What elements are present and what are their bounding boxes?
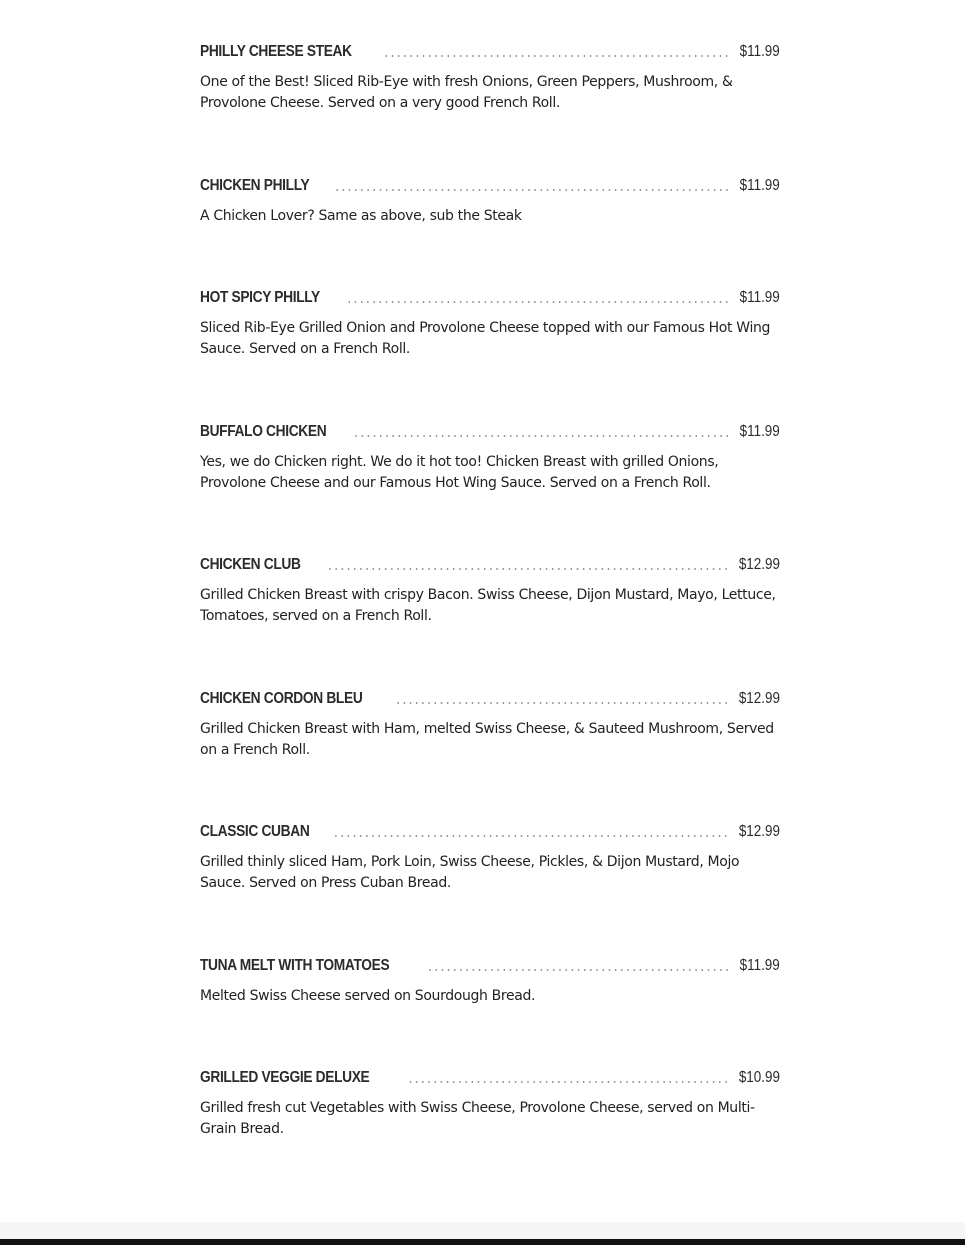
menu-item-header <box>200 549 780 575</box>
dot-leader <box>355 435 730 437</box>
menu-item-name: HOT SPICY PHILLY <box>200 289 320 306</box>
menu-item-description: A Chicken Lover? Same as above, sub the Steak <box>200 208 522 224</box>
dot-leader <box>347 301 730 303</box>
menu-item-description: Melted Swiss Cheese served on Sourdough Bread. <box>200 988 536 1004</box>
dot-leader <box>384 55 730 57</box>
menu-item-description: Grilled thinly sliced Ham, Pork Loin, Swiss Cheese, Pickles, & Dijon Mustard, Mojo Sauce. Served on Press Cuban Bread. <box>200 854 740 891</box>
menu-item-header <box>200 816 780 842</box>
menu-item-name: TUNA MELT WITH TOMATOES <box>200 957 390 974</box>
menu-item-name: GRILLED VEGGIE DELUXE <box>200 1069 370 1086</box>
footer-divider <box>0 1222 965 1239</box>
dot-leader <box>335 189 730 191</box>
menu-item-description: Yes, we do Chicken right. We do it hot too! Chicken Breast with grilled Onions, Provolone Cheese and our Famous Hot Wing Sauce. Served on a French Roll. <box>200 454 719 491</box>
menu-item-description: Grilled fresh cut Vegetables with Swiss Cheese, Provolone Cheese, served on Multi-Grain Bread. <box>200 1100 755 1137</box>
menu-item-price: $11.99 <box>739 177 780 194</box>
menu-item-header <box>200 36 780 62</box>
menu-item-description: Grilled Chicken Breast with Ham, melted Swiss Cheese, & Sauteed Mushroom, Served on a French Roll. <box>200 721 774 758</box>
dot-leader <box>335 835 729 837</box>
menu-item-name: CHICKEN PHILLY <box>200 177 310 194</box>
menu-item-price: $11.99 <box>739 289 780 306</box>
menu-item-description: Sliced Rib-Eye Grilled Onion and Provolone Cheese topped with our Famous Hot Wing Sauce. Served on a French Roll. <box>200 320 771 357</box>
menu-item-price: $10.99 <box>738 1069 780 1086</box>
menu-item-header <box>200 1062 780 1088</box>
menu-item-name: PHILLY CHEESE STEAK <box>200 43 352 60</box>
menu-item-price: $12.99 <box>738 556 780 573</box>
menu-item-name: CHICKEN CLUB <box>200 556 301 573</box>
menu-item-price: $12.99 <box>738 823 780 840</box>
menu-item-price: $11.99 <box>739 43 780 60</box>
menu-item-header <box>200 282 780 308</box>
dot-leader <box>325 568 729 570</box>
menu-item-header <box>200 416 780 442</box>
menu-item-price: $12.99 <box>738 690 780 707</box>
dot-leader <box>405 1081 729 1083</box>
menu-item-description: One of the Best! Sliced Rib-Eye with fresh Onions, Green Peppers, Mushroom, & Provolone Cheese. Served on a very good French Roll. <box>200 74 733 111</box>
menu-item-name: BUFFALO CHICKEN <box>200 423 327 440</box>
menu-item-name: CHICKEN CORDON BLEU <box>200 690 363 707</box>
menu-item-header <box>200 683 780 709</box>
dot-leader <box>428 969 730 971</box>
footer-bar <box>0 1239 965 1245</box>
menu-item-header <box>200 950 780 976</box>
menu-item-price: $11.99 <box>739 957 780 974</box>
menu-item-price: $11.99 <box>739 423 780 440</box>
menu-item-description: Grilled Chicken Breast with crispy Bacon. Swiss Cheese, Dijon Mustard, Mayo, Lettuce, Tomatoes, served on a French Roll. <box>200 587 776 624</box>
menu-item-name: CLASSIC CUBAN <box>200 823 310 840</box>
dot-leader <box>397 702 729 704</box>
menu-item-header <box>200 170 780 196</box>
